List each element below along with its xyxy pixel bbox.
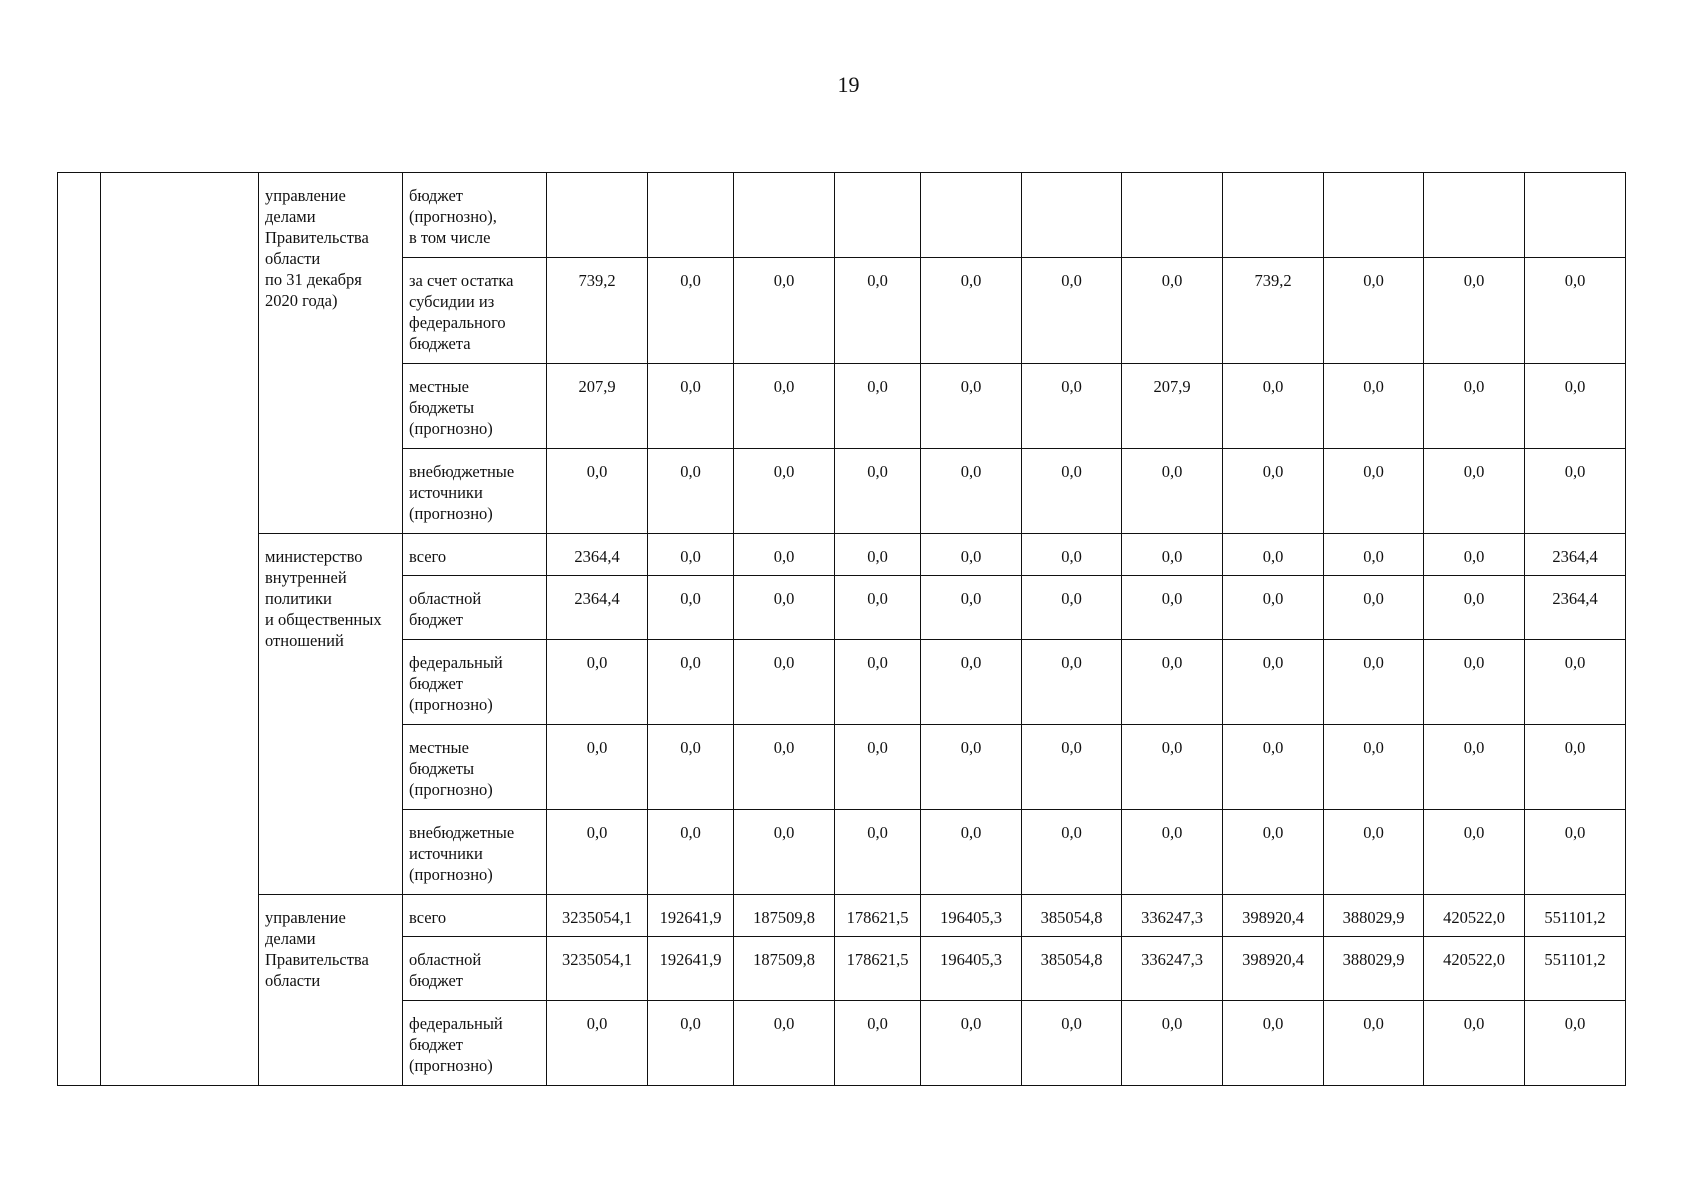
amount-cell: 0,0 bbox=[1122, 810, 1223, 895]
amount-cell: 178621,5 bbox=[835, 895, 921, 937]
amount-cell: 0,0 bbox=[1022, 810, 1122, 895]
amount-cell: 0,0 bbox=[648, 1001, 734, 1086]
amount-cell: 388029,9 bbox=[1324, 895, 1424, 937]
amount-cell: 0,0 bbox=[734, 810, 835, 895]
amount-cell: 0,0 bbox=[1324, 449, 1424, 534]
amount-cell: 0,0 bbox=[648, 725, 734, 810]
table-row bbox=[58, 534, 1626, 576]
amount-cell: 0,0 bbox=[547, 810, 648, 895]
amount-cell: 0,0 bbox=[1022, 725, 1122, 810]
page-number: 19 bbox=[837, 72, 860, 97]
amount-cell: 0,0 bbox=[648, 364, 734, 449]
amount-cell: 0,0 bbox=[1424, 449, 1525, 534]
responsible-org-cell: министерство внутренней политики и общественных отношений bbox=[259, 534, 403, 895]
amount-cell bbox=[547, 173, 648, 258]
table-row bbox=[58, 173, 1626, 258]
amount-cell: 0,0 bbox=[921, 534, 1022, 576]
amount-cell: 0,0 bbox=[1122, 1001, 1223, 1086]
amount-cell: 398920,4 bbox=[1223, 937, 1324, 1001]
budget-table bbox=[57, 172, 1626, 1086]
amount-cell: 0,0 bbox=[1324, 640, 1424, 725]
amount-cell: 0,0 bbox=[1122, 640, 1223, 725]
amount-cell: 0,0 bbox=[648, 640, 734, 725]
amount-cell: 0,0 bbox=[1022, 576, 1122, 640]
amount-cell: 0,0 bbox=[1122, 576, 1223, 640]
funding-source-cell: местные бюджеты (прогнозно) bbox=[403, 364, 547, 449]
amount-cell: 2364,4 bbox=[547, 534, 648, 576]
amount-cell bbox=[1122, 173, 1223, 258]
amount-cell: 0,0 bbox=[547, 725, 648, 810]
responsible-org-cell: управление делами Правительства области по 31 декабря 2020 года) bbox=[259, 173, 403, 534]
amount-cell: 0,0 bbox=[1223, 810, 1324, 895]
amount-cell: 739,2 bbox=[1223, 258, 1324, 364]
amount-cell: 0,0 bbox=[547, 449, 648, 534]
funding-source-cell: внебюджетные источники (прогнозно) bbox=[403, 449, 547, 534]
amount-cell bbox=[648, 173, 734, 258]
amount-cell: 0,0 bbox=[1022, 364, 1122, 449]
amount-cell: 420522,0 bbox=[1424, 895, 1525, 937]
funding-source-cell: федеральный бюджет (прогнозно) bbox=[403, 640, 547, 725]
amount-cell: 0,0 bbox=[1324, 364, 1424, 449]
amount-cell: 0,0 bbox=[835, 364, 921, 449]
amount-cell: 0,0 bbox=[734, 1001, 835, 1086]
amount-cell: 2364,4 bbox=[1525, 534, 1626, 576]
amount-cell bbox=[1223, 173, 1324, 258]
amount-cell: 0,0 bbox=[734, 258, 835, 364]
amount-cell: 551101,2 bbox=[1525, 895, 1626, 937]
amount-cell: 0,0 bbox=[921, 810, 1022, 895]
amount-cell: 739,2 bbox=[547, 258, 648, 364]
funding-source-cell: местные бюджеты (прогнозно) bbox=[403, 725, 547, 810]
amount-cell: 336247,3 bbox=[1122, 937, 1223, 1001]
amount-cell: 0,0 bbox=[1424, 534, 1525, 576]
amount-cell: 0,0 bbox=[1122, 449, 1223, 534]
amount-cell: 0,0 bbox=[1525, 449, 1626, 534]
amount-cell: 0,0 bbox=[1122, 258, 1223, 364]
amount-cell: 0,0 bbox=[835, 576, 921, 640]
amount-cell: 0,0 bbox=[1122, 534, 1223, 576]
amount-cell: 0,0 bbox=[1022, 640, 1122, 725]
amount-cell: 0,0 bbox=[1223, 364, 1324, 449]
amount-cell: 0,0 bbox=[1223, 640, 1324, 725]
blank-number-cell bbox=[58, 173, 101, 1086]
funding-source-cell: областной бюджет bbox=[403, 576, 547, 640]
amount-cell: 0,0 bbox=[1525, 1001, 1626, 1086]
amount-cell bbox=[835, 173, 921, 258]
amount-cell: 0,0 bbox=[1022, 534, 1122, 576]
table-body bbox=[58, 173, 1626, 1086]
amount-cell: 0,0 bbox=[1223, 449, 1324, 534]
table-row bbox=[58, 895, 1626, 937]
amount-cell: 0,0 bbox=[1324, 1001, 1424, 1086]
amount-cell: 192641,9 bbox=[648, 937, 734, 1001]
amount-cell: 0,0 bbox=[648, 449, 734, 534]
amount-cell: 0,0 bbox=[1022, 258, 1122, 364]
funding-source-cell: всего bbox=[403, 895, 547, 937]
amount-cell: 207,9 bbox=[547, 364, 648, 449]
amount-cell: 385054,8 bbox=[1022, 895, 1122, 937]
amount-cell: 0,0 bbox=[648, 534, 734, 576]
amount-cell: 0,0 bbox=[734, 576, 835, 640]
amount-cell: 0,0 bbox=[835, 640, 921, 725]
amount-cell: 0,0 bbox=[1324, 810, 1424, 895]
amount-cell: 0,0 bbox=[1324, 258, 1424, 364]
amount-cell: 0,0 bbox=[921, 640, 1022, 725]
funding-source-cell: федеральный бюджет (прогнозно) bbox=[403, 1001, 547, 1086]
amount-cell: 0,0 bbox=[1324, 576, 1424, 640]
amount-cell: 187509,8 bbox=[734, 895, 835, 937]
amount-cell: 0,0 bbox=[835, 449, 921, 534]
amount-cell: 2364,4 bbox=[1525, 576, 1626, 640]
amount-cell: 0,0 bbox=[1022, 1001, 1122, 1086]
amount-cell: 187509,8 bbox=[734, 937, 835, 1001]
funding-source-cell: всего bbox=[403, 534, 547, 576]
amount-cell: 398920,4 bbox=[1223, 895, 1324, 937]
amount-cell: 0,0 bbox=[734, 364, 835, 449]
amount-cell: 0,0 bbox=[921, 449, 1022, 534]
amount-cell bbox=[734, 173, 835, 258]
amount-cell: 196405,3 bbox=[921, 895, 1022, 937]
amount-cell: 0,0 bbox=[547, 640, 648, 725]
amount-cell: 0,0 bbox=[1424, 640, 1525, 725]
amount-cell: 0,0 bbox=[921, 1001, 1022, 1086]
amount-cell: 0,0 bbox=[648, 810, 734, 895]
amount-cell: 0,0 bbox=[921, 364, 1022, 449]
amount-cell: 0,0 bbox=[648, 576, 734, 640]
amount-cell: 0,0 bbox=[835, 725, 921, 810]
amount-cell: 0,0 bbox=[648, 258, 734, 364]
funding-source-cell: областной бюджет bbox=[403, 937, 547, 1001]
amount-cell: 207,9 bbox=[1122, 364, 1223, 449]
amount-cell: 0,0 bbox=[1424, 810, 1525, 895]
amount-cell: 0,0 bbox=[1424, 364, 1525, 449]
amount-cell: 0,0 bbox=[1324, 534, 1424, 576]
funding-source-cell: внебюджетные источники (прогнозно) bbox=[403, 810, 547, 895]
amount-cell: 0,0 bbox=[1223, 576, 1324, 640]
amount-cell: 0,0 bbox=[1525, 810, 1626, 895]
amount-cell: 0,0 bbox=[921, 258, 1022, 364]
amount-cell: 551101,2 bbox=[1525, 937, 1626, 1001]
amount-cell bbox=[1424, 173, 1525, 258]
amount-cell: 0,0 bbox=[547, 1001, 648, 1086]
amount-cell: 0,0 bbox=[1525, 640, 1626, 725]
amount-cell: 0,0 bbox=[1223, 534, 1324, 576]
funding-source-cell: бюджет (прогнозно), в том числе bbox=[403, 173, 547, 258]
amount-cell: 0,0 bbox=[734, 534, 835, 576]
amount-cell: 0,0 bbox=[835, 810, 921, 895]
amount-cell: 2364,4 bbox=[547, 576, 648, 640]
amount-cell: 0,0 bbox=[1122, 725, 1223, 810]
amount-cell: 336247,3 bbox=[1122, 895, 1223, 937]
amount-cell: 0,0 bbox=[734, 449, 835, 534]
amount-cell: 178621,5 bbox=[835, 937, 921, 1001]
amount-cell bbox=[1022, 173, 1122, 258]
amount-cell: 0,0 bbox=[1424, 258, 1525, 364]
amount-cell: 0,0 bbox=[1022, 449, 1122, 534]
responsible-org-cell: управление делами Правительства области bbox=[259, 895, 403, 1086]
amount-cell bbox=[1525, 173, 1626, 258]
amount-cell: 192641,9 bbox=[648, 895, 734, 937]
amount-cell: 0,0 bbox=[1324, 725, 1424, 810]
amount-cell: 0,0 bbox=[1424, 725, 1525, 810]
blank-name-cell bbox=[101, 173, 259, 1086]
amount-cell: 388029,9 bbox=[1324, 937, 1424, 1001]
funding-source-cell: за счет остатка субсидии из федерального бюджета bbox=[403, 258, 547, 364]
amount-cell: 3235054,1 bbox=[547, 895, 648, 937]
amount-cell: 0,0 bbox=[1525, 258, 1626, 364]
amount-cell bbox=[921, 173, 1022, 258]
amount-cell: 420522,0 bbox=[1424, 937, 1525, 1001]
amount-cell: 0,0 bbox=[734, 640, 835, 725]
amount-cell: 385054,8 bbox=[1022, 937, 1122, 1001]
amount-cell: 0,0 bbox=[1525, 364, 1626, 449]
amount-cell: 3235054,1 bbox=[547, 937, 648, 1001]
amount-cell bbox=[1324, 173, 1424, 258]
amount-cell: 0,0 bbox=[921, 725, 1022, 810]
amount-cell: 0,0 bbox=[835, 258, 921, 364]
amount-cell: 0,0 bbox=[734, 725, 835, 810]
amount-cell: 0,0 bbox=[1424, 1001, 1525, 1086]
amount-cell: 196405,3 bbox=[921, 937, 1022, 1001]
amount-cell: 0,0 bbox=[1525, 725, 1626, 810]
amount-cell: 0,0 bbox=[835, 1001, 921, 1086]
amount-cell: 0,0 bbox=[1223, 1001, 1324, 1086]
amount-cell: 0,0 bbox=[921, 576, 1022, 640]
amount-cell: 0,0 bbox=[1424, 576, 1525, 640]
amount-cell: 0,0 bbox=[835, 534, 921, 576]
amount-cell: 0,0 bbox=[1223, 725, 1324, 810]
